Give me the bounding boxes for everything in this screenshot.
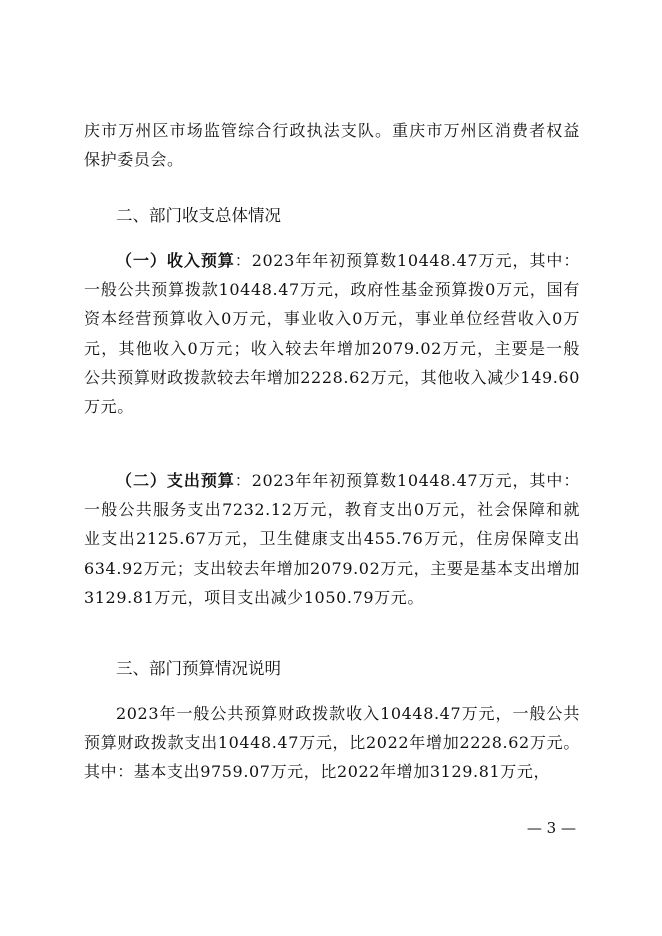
income-paragraph [84, 246, 580, 421]
section3-text: 2023年一般公共预算财政拨款收入10448.47万元，一般公共预算财政拨款支出10448.47万元，比2022年增加2228.62万元。其中：基本支出9759.07万元，比2022年增加3129.81万元， [84, 704, 580, 782]
expense-body: ：2023年年初预算数10448.47万元，其中：一般公共服务支出7232.12万元，教育支出0万元，社会保障和就业支出2125.67万元，卫生健康支出455.76万元，住房保障支出634.92万元；支出较去年增加2079.02万元，主要是基本支出增加3129.81万元，项目支出减少1050.79万元。 [84, 471, 580, 607]
expense-paragraph [84, 466, 580, 612]
expense-lead: （二）支出预算 [116, 471, 235, 490]
section3-paragraph [84, 699, 580, 787]
page-number: — 3 — [526, 819, 576, 837]
intro-text: 庆市万州区市场监管综合行政执法支队。重庆市万州区消费者权益保护委员会。 [84, 121, 580, 170]
section-heading-3: 三、部门预算情况说明 [116, 659, 281, 678]
section-heading-2: 二、部门收支总体情况 [116, 206, 281, 225]
income-lead: （一）收入预算 [116, 251, 235, 270]
income-body: ：2023年年初预算数10448.47万元，其中：一般公共预算拨款10448.47万元，政府性基金预算拨0万元，国有资本经营预算收入0万元，事业收入0万元，事业单位经营收入0万元，其他收入0万元；收入较去年增加2079.02万元，主要是一般公共预算财政拨款较去年增加2228.62万元，其他收入减少149.60万元。 [84, 251, 580, 417]
income-text [84, 246, 580, 421]
intro-paragraph [84, 116, 580, 174]
expense-text [84, 466, 580, 612]
